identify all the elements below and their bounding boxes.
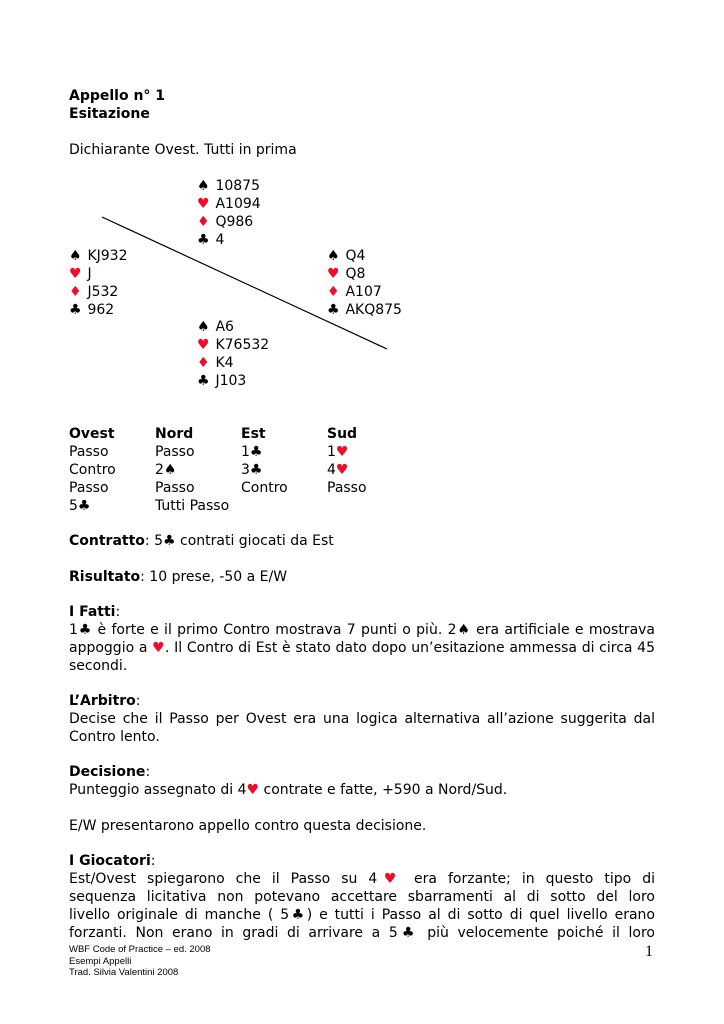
contract-line: [69, 532, 334, 550]
east-clubs: AKQ875: [345, 302, 402, 318]
decision-label: Decisione: [69, 764, 146, 780]
appeal-title: Appello n° 1: [69, 88, 166, 104]
players-section: [69, 852, 655, 942]
auction-bid: Passo: [327, 480, 367, 496]
page-footer: [69, 944, 211, 979]
west-hearts: J: [87, 266, 92, 282]
club-icon: ♣: [397, 925, 419, 941]
arbiter-text: Decise che il Passo per Ovest era una logica alternativa all’azione suggerita dal Contro lento.: [69, 711, 655, 745]
players-label: I Giocatori: [69, 853, 151, 869]
north-diamonds: Q986: [215, 214, 254, 230]
decision-colon: :: [145, 764, 151, 780]
west-diamonds: J532: [87, 284, 119, 300]
auction-bid: Contro: [69, 462, 116, 478]
auction-header: Est: [241, 426, 266, 442]
west-spades: KJ932: [87, 248, 128, 264]
hand-west: [69, 247, 127, 319]
contract-label: Contratto: [69, 533, 145, 549]
south-hearts: K76532: [215, 337, 270, 353]
heart-icon: ♥: [69, 266, 82, 282]
hand-south: [197, 318, 269, 390]
auction-row: [69, 443, 413, 461]
auction-bid: 3♣: [241, 462, 263, 478]
heart-icon: ♥: [197, 196, 210, 212]
heart-icon: ♥: [197, 337, 210, 353]
heart-icon: ♥: [246, 782, 260, 798]
auction-bid: Passo: [155, 444, 195, 460]
auction-bid: 1♥: [327, 444, 349, 460]
auction-bid: 2♠: [155, 462, 177, 478]
facts-colon: :: [115, 604, 121, 620]
auction-bid: Passo: [69, 480, 109, 496]
result-line: [69, 568, 287, 586]
auction-bid: 5♣: [69, 498, 91, 514]
south-clubs: J103: [215, 373, 247, 389]
heart-icon: ♥: [152, 640, 165, 656]
north-clubs: 4: [215, 232, 225, 248]
club-icon: ♣: [197, 373, 210, 389]
facts-section: [69, 603, 655, 675]
spade-icon: ♠: [69, 248, 82, 264]
south-spades: A6: [215, 319, 234, 335]
auction-row: [69, 497, 413, 515]
arbiter-section: [69, 692, 655, 746]
arbiter-label: L’Arbitro: [69, 693, 136, 709]
auction-bid: Passo: [155, 480, 195, 496]
club-icon: ♣: [77, 622, 93, 638]
heart-icon: ♥: [327, 266, 340, 282]
club-icon: ♣: [289, 907, 307, 923]
club-icon: ♣: [327, 302, 340, 318]
decision-text: Punteggio assegnato di 4♥ contrate e fatte, +590 a Nord/Sud.: [69, 782, 508, 798]
diamond-icon: ♦: [197, 355, 210, 371]
auction-header: Ovest: [69, 426, 115, 442]
auction-header: Nord: [155, 426, 194, 442]
diamond-icon: ♦: [197, 214, 210, 230]
facts-label: I Fatti: [69, 604, 116, 620]
deal-setup: Dichiarante Ovest. Tutti in prima: [69, 142, 297, 158]
auction-bid: Tutti Passo: [155, 498, 230, 514]
hand-east: [327, 247, 402, 319]
auction-row: [69, 461, 413, 479]
auction-header: Sud: [327, 426, 358, 442]
auction-bid: 1♣: [241, 444, 263, 460]
facts-text: 1♣ è forte e il primo Contro mostrava 7 punti o più. 2♠ era artificiale e mostrava appoggio a ♥. Il Contro di Est è stato dato dopo un’esitazione ammessa di circa 45 secondi.: [69, 622, 656, 674]
north-hearts: A1094: [215, 196, 261, 212]
footer-line: Trad. Silvia Valentini 2008: [69, 967, 179, 978]
appeal-statement: E/W presentarono appello contro questa decisione.: [69, 818, 427, 834]
hand-north: [197, 177, 261, 249]
decision-section: [69, 763, 655, 799]
spade-icon: ♠: [197, 319, 210, 335]
heart-icon: ♥: [377, 871, 403, 887]
spade-icon: ♠: [327, 248, 340, 264]
north-spades: 10875: [215, 178, 260, 194]
footer-line: WBF Code of Practice – ed. 2008: [69, 944, 211, 955]
auction-table: [69, 425, 413, 515]
footer-line: Esempi Appelli: [69, 955, 132, 967]
appeal-subtitle: Esitazione: [69, 106, 150, 122]
auction-header-row: [69, 425, 413, 443]
result-text: : 10 prese, -50 a E/W: [140, 569, 288, 585]
players-colon: :: [150, 853, 156, 869]
players-text-line: forzanti. Non erano in gradi di arrivare a 5♣ più velocemente poiché il loro: [69, 925, 655, 941]
east-spades: Q4: [345, 248, 366, 264]
west-clubs: 962: [87, 302, 115, 318]
contract-description: contrati giocati da Est: [175, 533, 334, 549]
spade-icon: ♠: [456, 622, 471, 638]
arbiter-colon: :: [135, 693, 141, 709]
diamond-icon: ♦: [327, 284, 340, 300]
auction-bid: 4♥: [327, 462, 349, 478]
east-diamonds: A107: [345, 284, 382, 300]
auction-bid: Contro: [241, 480, 288, 496]
players-text-line: sequenza licitativa non potevano accettare sbarramenti al di sotto del loro: [69, 889, 655, 905]
spade-icon: ♠: [197, 178, 210, 194]
result-label: Risultato: [69, 569, 141, 585]
club-icon: ♣: [197, 232, 210, 248]
club-icon: ♣: [69, 302, 82, 318]
east-hearts: Q8: [345, 266, 366, 282]
diamond-icon: ♦: [69, 284, 82, 300]
auction-bid: Passo: [69, 444, 109, 460]
contract-level: : 5: [144, 533, 163, 549]
club-icon: ♣: [162, 533, 176, 549]
page-number: 1: [645, 943, 653, 960]
players-text-line: Est/Ovest spiegarono che il Passo su 4♥ era forzante; in questo tipo di: [69, 871, 655, 887]
south-diamonds: K4: [215, 355, 234, 371]
auction-row: [69, 479, 413, 497]
players-text-line: livello originale di manche ( 5♣) e tutti i Passo al di sotto di quel livello erano: [69, 907, 655, 923]
